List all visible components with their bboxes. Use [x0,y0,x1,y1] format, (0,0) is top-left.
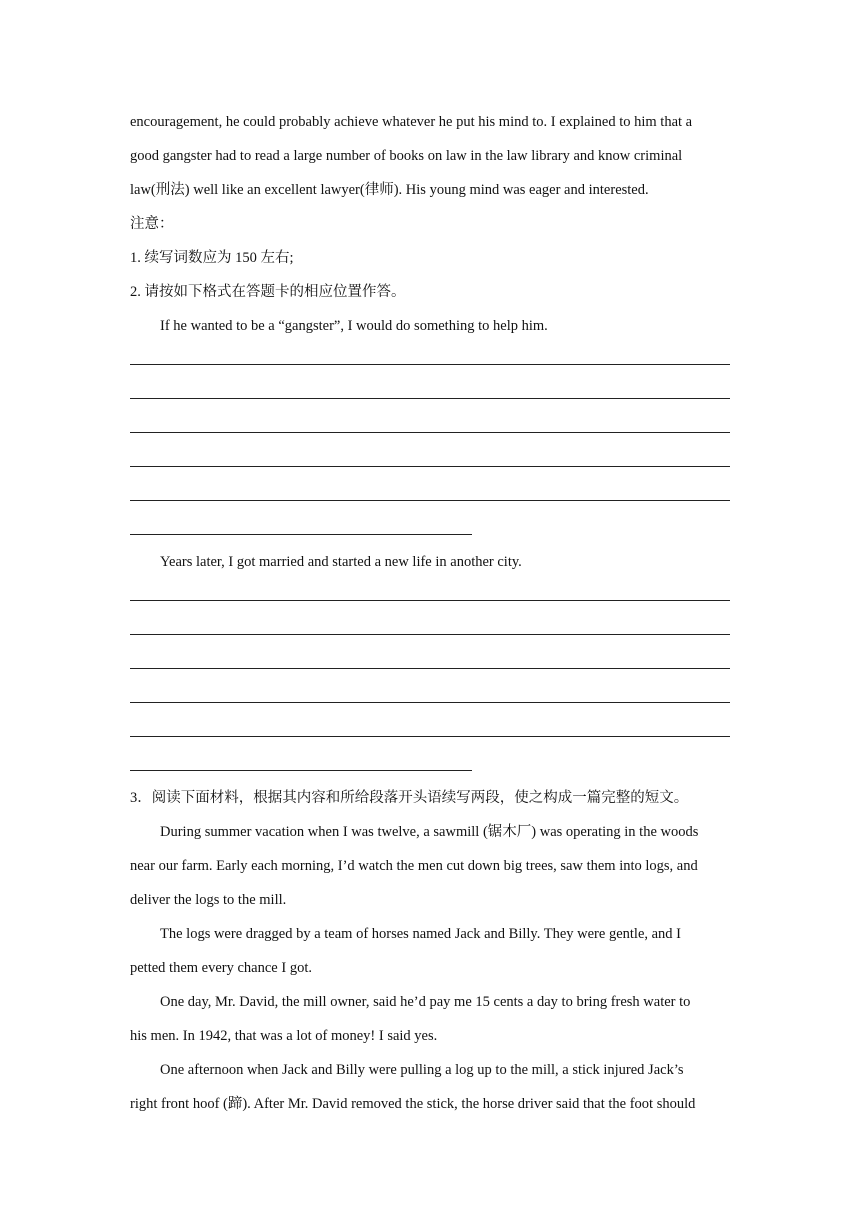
story-line: One day, Mr. David, the mill owner, said he’d pay me 15 cents a day to bring fresh water to [160,994,691,1010]
answer-line[interactable] [130,500,730,501]
story-line: deliver the logs to the mill. [130,892,287,908]
answer-line[interactable] [130,600,730,601]
answer-line[interactable] [130,770,472,771]
note-item: 1. 续写词数应为 150 左右; [130,250,294,266]
answer-line[interactable] [130,432,730,433]
paragraph-2-opening: Years later, I got married and started a new life in another city. [160,554,522,570]
answer-line[interactable] [130,534,472,535]
story-line: One afternoon when Jack and Billy were pulling a log up to the mill, a stick injured Jack’s [160,1062,684,1078]
note-item: 2. 请按如下格式在答题卡的相应位置作答。 [130,284,406,300]
paragraph-1-opening: If he wanted to be a “gangster”, I would do something to help him. [160,318,548,334]
answer-line[interactable] [130,668,730,669]
answer-line[interactable] [130,736,730,737]
story-line: petted them every chance I got. [130,960,312,976]
answer-line[interactable] [130,364,730,365]
intro-line: good gangster had to read a large number of books on law in the law library and know criminal [130,148,683,164]
intro-line: encouragement, he could probably achieve whatever he put his mind to. I explained to him that a [130,114,693,130]
story-line: near our farm. Early each morning, I’d watch the men cut down big trees, saw them into logs, and [130,858,698,874]
note-heading: 注意： [130,216,174,232]
answer-line[interactable] [130,634,730,635]
story-line: The logs were dragged by a team of horses named Jack and Billy. They were gentle, and I [160,926,682,942]
story-line: his men. In 1942, that was a lot of money! I said yes. [130,1028,438,1044]
story-line: right front hoof (蹄). After Mr. David removed the stick, the horse driver said that the foot should [130,1096,696,1112]
answer-line[interactable] [130,702,730,703]
question-3-instruction: 3．阅读下面材料，根据其内容和所给段落开头语续写两段，使之构成一篇完整的短文。 [130,790,689,806]
answer-line[interactable] [130,398,730,399]
intro-line: law(刑法) well like an excellent lawyer(律师). His young mind was eager and interested. [130,182,649,198]
answer-line[interactable] [130,466,730,467]
story-line: During summer vacation when I was twelve, a sawmill (锯木厂) was operating in the woods [160,824,699,840]
